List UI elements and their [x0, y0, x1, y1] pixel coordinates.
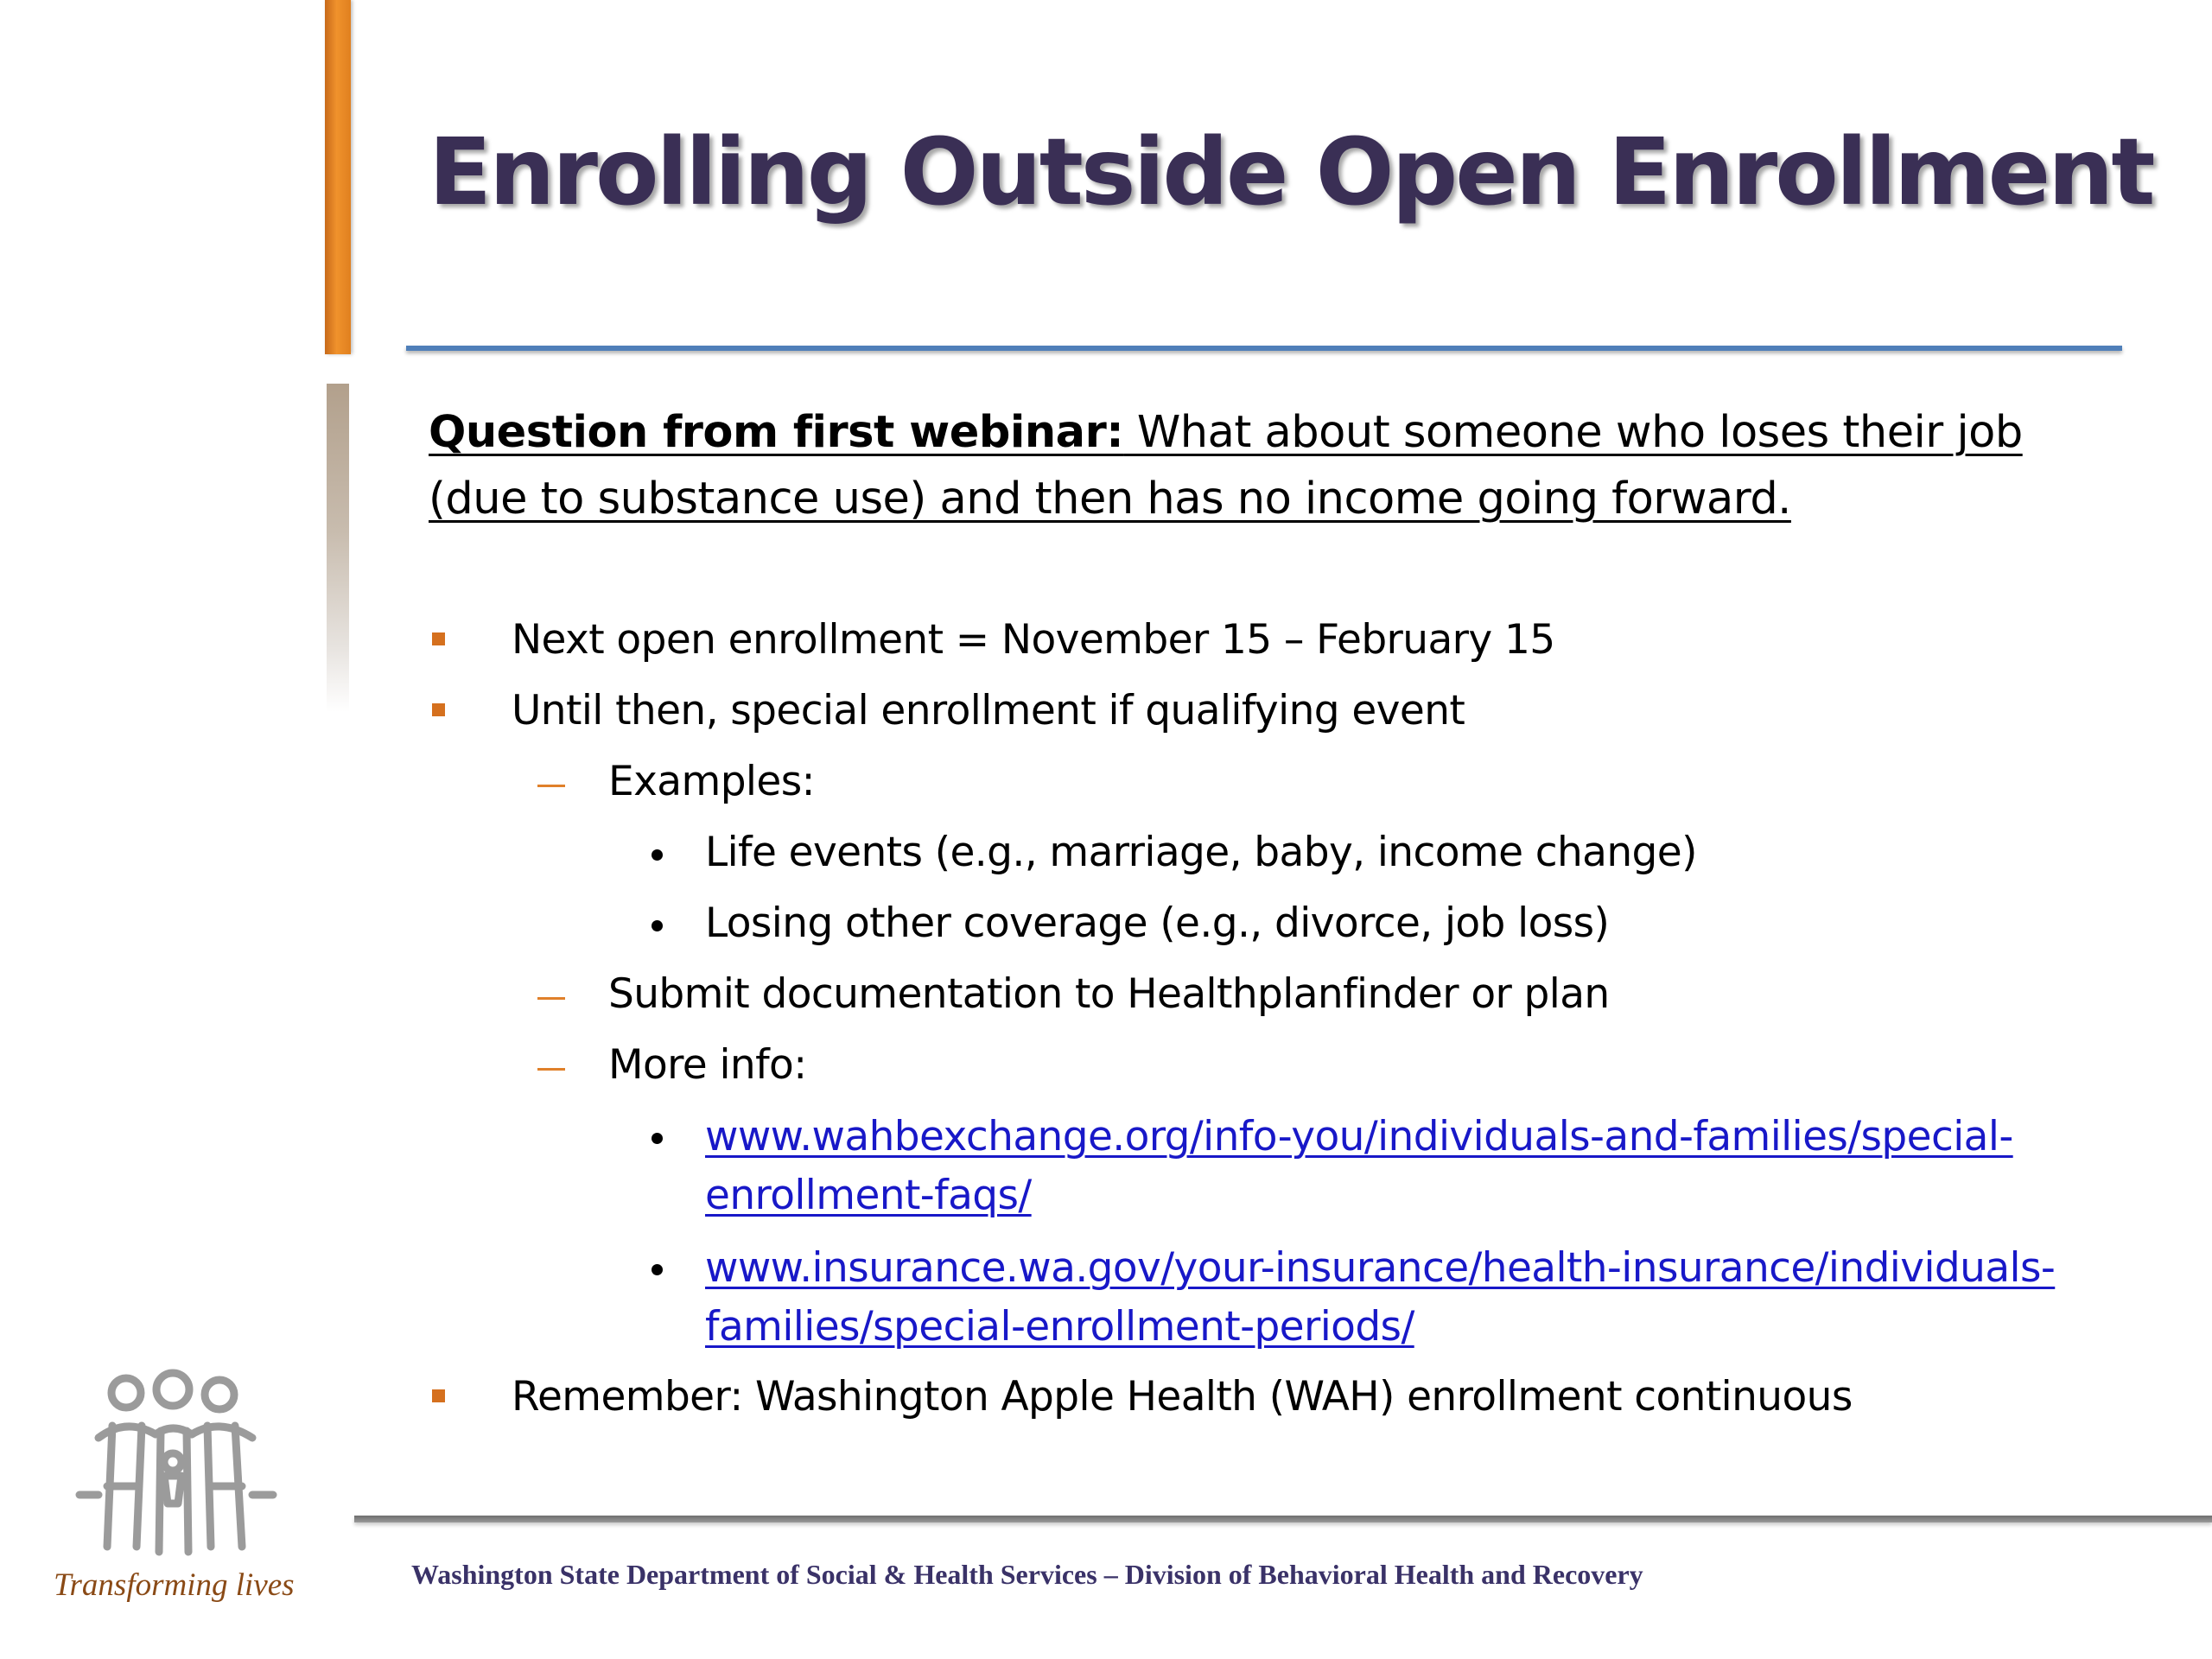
square-bullet-icon: [432, 1389, 445, 1402]
sub-bullet-submit-documentation: Submit documentation to Healthplanfinder or plan: [608, 970, 1610, 1018]
footer-divider: [354, 1516, 2212, 1522]
accent-bar-fade: [327, 384, 349, 712]
question-label: Question from first webinar:: [429, 407, 1124, 458]
bullet-open-enrollment: Next open enrollment = November 15 – February 15: [512, 616, 1555, 664]
link-wahbexchange-line2[interactable]: enrollment-faqs/: [705, 1172, 1032, 1219]
dot-bullet-icon: [652, 920, 663, 931]
bullet-list: [429, 0, 2148, 1469]
bullet-apple-health: Remember: Washington Apple Health (WAH) enrollment continuous: [512, 1373, 1853, 1421]
tagline: Transforming lives: [54, 1567, 295, 1603]
link-insurance-wa-line1[interactable]: www.insurance.wa.gov/your-insurance/health-insurance/individuals-: [705, 1244, 2056, 1292]
example-losing-coverage: Losing other coverage (e.g., divorce, job loss): [705, 899, 1610, 947]
dash-bullet-icon: [537, 1068, 565, 1071]
sub-bullet-more-info: More info:: [608, 1041, 807, 1089]
bullet-special-enrollment: Until then, special enrollment if qualifying event: [512, 687, 1465, 734]
square-bullet-icon: [432, 632, 445, 645]
example-life-events: Life events (e.g., marriage, baby, income change): [705, 829, 1697, 876]
dash-bullet-icon: [537, 785, 565, 787]
dot-bullet-icon: [652, 1133, 663, 1144]
sub-bullet-examples: Examples:: [608, 758, 815, 805]
square-bullet-icon: [432, 703, 445, 716]
link-insurance-wa-line2[interactable]: families/special-enrollment-periods/: [705, 1303, 1414, 1351]
accent-bar-orange: [325, 0, 351, 354]
footer-organization: Washington State Department of Social & Health Services – Division of Behavioral Health and Recovery: [411, 1559, 1643, 1590]
slide-title: Enrolling Outside Open Enrollment: [429, 119, 2153, 226]
dot-bullet-icon: [652, 1264, 663, 1275]
dot-bullet-icon: [652, 849, 663, 861]
question-text: What about someone who loses their job (due to substance use) and then has no income going forward.: [429, 407, 2023, 524]
people-figures-logo-icon: [73, 1365, 280, 1564]
link-wahbexchange-line1[interactable]: www.wahbexchange.org/info-you/individuals-and-families/special-: [705, 1113, 2013, 1160]
dash-bullet-icon: [537, 997, 565, 1000]
